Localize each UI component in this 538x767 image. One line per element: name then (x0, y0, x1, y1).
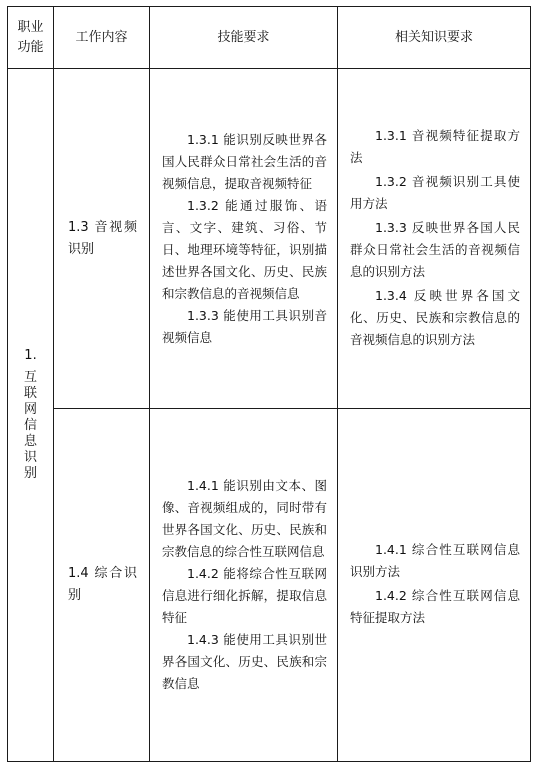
work-cell (54, 409, 150, 762)
skills-cell (150, 69, 338, 409)
function-char: 识 (23, 450, 37, 465)
skill-item: 1.3.2 能通过服饰、语言、文字、建筑、习俗、节日、地理环境等特征，识别描述世界各国文化、历史、民族和宗教信息的音视频信息 (162, 197, 327, 301)
header-knowledge: 相关知识要求 (338, 7, 531, 69)
table-row (8, 69, 531, 409)
function-char: 联 (23, 386, 37, 401)
header-work: 工作内容 (54, 7, 150, 69)
skills-table (7, 6, 531, 762)
table-row (8, 409, 531, 762)
table-header-row (8, 7, 531, 69)
function-char: 互 (23, 370, 37, 385)
knowledge-list (338, 539, 530, 629)
skills-cell (150, 409, 338, 762)
function-char: 网 (23, 402, 37, 417)
work-content: 1.3 音视频识别 (68, 219, 137, 257)
knowledge-item: 1.4.1 综合性互联网信息识别方法 (350, 542, 520, 579)
skill-item: 1.3.1 能识别反映世界各国人民群众日常社会生活的音视频信息，提取音视频特征 (162, 131, 327, 191)
skills-list (150, 475, 337, 695)
knowledge-cell (338, 69, 531, 409)
skill-item: 1.4.1 能识别由文本、图像、音视频组成的，同时带有世界各国文化、历史、民族和宗教信息的综合性互联网信息 (162, 478, 327, 559)
header-function (8, 7, 54, 69)
function-label (24, 370, 37, 482)
function-char: 信 (23, 418, 37, 433)
work-content: 1.4 综合识别 (68, 566, 137, 603)
header-function-line1: 职业 (17, 19, 44, 35)
knowledge-item: 1.3.1 音视频特征提取方法 (350, 127, 520, 165)
header-skills: 技能要求 (150, 7, 338, 69)
knowledge-item: 1.4.2 综合性互联网信息特征提取方法 (350, 588, 520, 625)
knowledge-item: 1.3.3 反映世界各国人民群众日常社会生活的音视频信息的识别方法 (350, 219, 520, 279)
function-char: 息 (23, 434, 37, 449)
knowledge-item: 1.3.4 反映世界各国文化、历史、民族和宗教信息的音视频信息的识别方法 (350, 287, 520, 347)
work-cell (54, 69, 150, 409)
skill-item: 1.4.2 能将综合性互联网信息进行细化拆解，提取信息特征 (162, 566, 327, 625)
header-function-line2: 功能 (17, 39, 44, 55)
function-cell (8, 69, 54, 762)
skill-item: 1.4.3 能使用工具识别世界各国文化、历史、民族和宗教信息 (162, 632, 327, 691)
function-char: 别 (23, 466, 37, 481)
skills-list (150, 129, 337, 349)
function-number: 1. (24, 348, 37, 363)
skill-item: 1.3.3 能使用工具识别音视频信息 (162, 307, 327, 345)
knowledge-cell (338, 409, 531, 762)
knowledge-item: 1.3.2 音视频识别工具使用方法 (350, 173, 520, 211)
knowledge-list (338, 125, 530, 351)
